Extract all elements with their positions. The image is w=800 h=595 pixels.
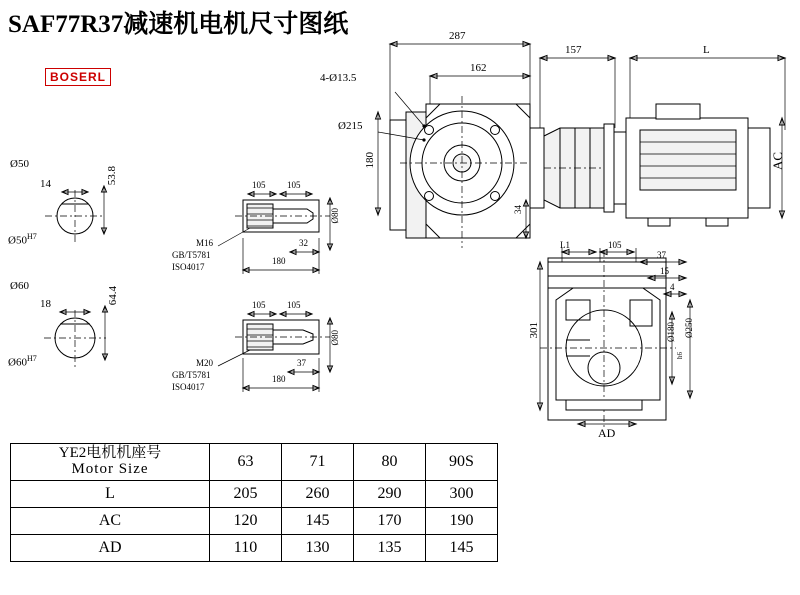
dim-64-4: 64.4 — [107, 286, 119, 306]
cell-AD-71: 130 — [282, 534, 354, 561]
dim-180-front: 180 — [364, 152, 376, 169]
table-col-71: 71 — [282, 444, 354, 481]
cell-L-63: 205 — [210, 480, 282, 507]
row-label-L: L — [11, 480, 210, 507]
key1-dim-d80: Ø80 — [330, 208, 340, 224]
cell-L-90s: 300 — [426, 480, 498, 507]
cell-L-71: 260 — [282, 480, 354, 507]
dim-d250: Ø250 — [684, 318, 694, 338]
dim-d180-tol: h6 — [676, 352, 684, 359]
cell-AC-71: 145 — [282, 507, 354, 534]
table-header-label-en: Motor Size — [71, 460, 149, 477]
brand-logo: BOSERL — [45, 68, 111, 86]
key1-dim-105a: 105 — [252, 180, 266, 190]
table-header-label-cn: YE2电机机座号 — [58, 445, 162, 461]
cell-L-80: 290 — [354, 480, 426, 507]
dim-d60: Ø60 — [10, 280, 29, 292]
dim-AD: AD — [598, 426, 616, 440]
key2-standard-gb: GB/T5781 — [172, 370, 211, 380]
dim-34: 34 — [513, 205, 523, 214]
key1-standard-gb: GB/T5781 — [172, 250, 211, 260]
key2-dim-d80: Ø80 — [330, 330, 340, 346]
dim-287: 287 — [449, 30, 466, 42]
table-row — [11, 534, 498, 561]
page-title: SAF77R37减速机电机尺寸图纸 — [8, 11, 349, 38]
key2-dim-180: 180 — [272, 374, 286, 384]
key2-dim-105a: 105 — [252, 300, 266, 310]
row-label-AD: AD — [11, 534, 210, 561]
table-col-80: 80 — [354, 444, 426, 481]
dim-d180: Ø180 — [666, 322, 676, 342]
dim-157: 157 — [565, 44, 582, 56]
table-col-63: 63 — [210, 444, 282, 481]
key1-dim-180: 180 — [272, 256, 286, 266]
table-col-90s: 90S — [426, 444, 498, 481]
key1-standard-iso: ISO4017 — [172, 262, 205, 272]
cell-AC-63: 120 — [210, 507, 282, 534]
key1-dim-105b: 105 — [287, 180, 301, 190]
dim-d50: Ø50 — [10, 158, 29, 170]
dim-18: 18 — [40, 298, 51, 310]
dim-d215: Ø215 — [338, 120, 363, 132]
cell-AD-90s: 145 — [426, 534, 498, 561]
table-row — [11, 507, 498, 534]
key1-M16: M16 — [196, 238, 214, 248]
cell-AC-90s: 190 — [426, 507, 498, 534]
dim-162: 162 — [470, 62, 487, 74]
dim-105-side: 105 — [608, 240, 622, 250]
dim-15-side: 15 — [660, 266, 669, 276]
key1-dim-32: 32 — [299, 238, 308, 248]
dim-d50-h7: $Ø50^{H7}$ — [8, 232, 37, 247]
motor-size-table — [10, 443, 498, 562]
key2-M20: M20 — [196, 358, 214, 368]
key2-standard-iso: ISO4017 — [172, 382, 205, 392]
dim-d60-h7: $Ø60^{H7}$ — [8, 354, 37, 369]
dim-AC: AC — [770, 152, 785, 171]
dim-4-side: 4 — [670, 282, 675, 292]
key2-dim-37: 37 — [297, 358, 306, 368]
dim-301: 301 — [528, 322, 540, 339]
table-header-label — [11, 444, 210, 481]
row-label-AC: AC — [11, 507, 210, 534]
cell-AC-80: 170 — [354, 507, 426, 534]
dim-L: L — [703, 44, 710, 56]
dim-37-side: 37 — [657, 250, 666, 260]
cell-AD-63: 110 — [210, 534, 282, 561]
table-header-row — [11, 444, 498, 481]
cell-AD-80: 135 — [354, 534, 426, 561]
dim-4x-d13-5: 4-Ø13.5 — [320, 72, 357, 84]
table-row — [11, 480, 498, 507]
dim-L1: L1 — [560, 240, 570, 250]
dim-53-8: 53.8 — [106, 166, 118, 186]
dim-14: 14 — [40, 178, 51, 190]
key2-dim-105b: 105 — [287, 300, 301, 310]
